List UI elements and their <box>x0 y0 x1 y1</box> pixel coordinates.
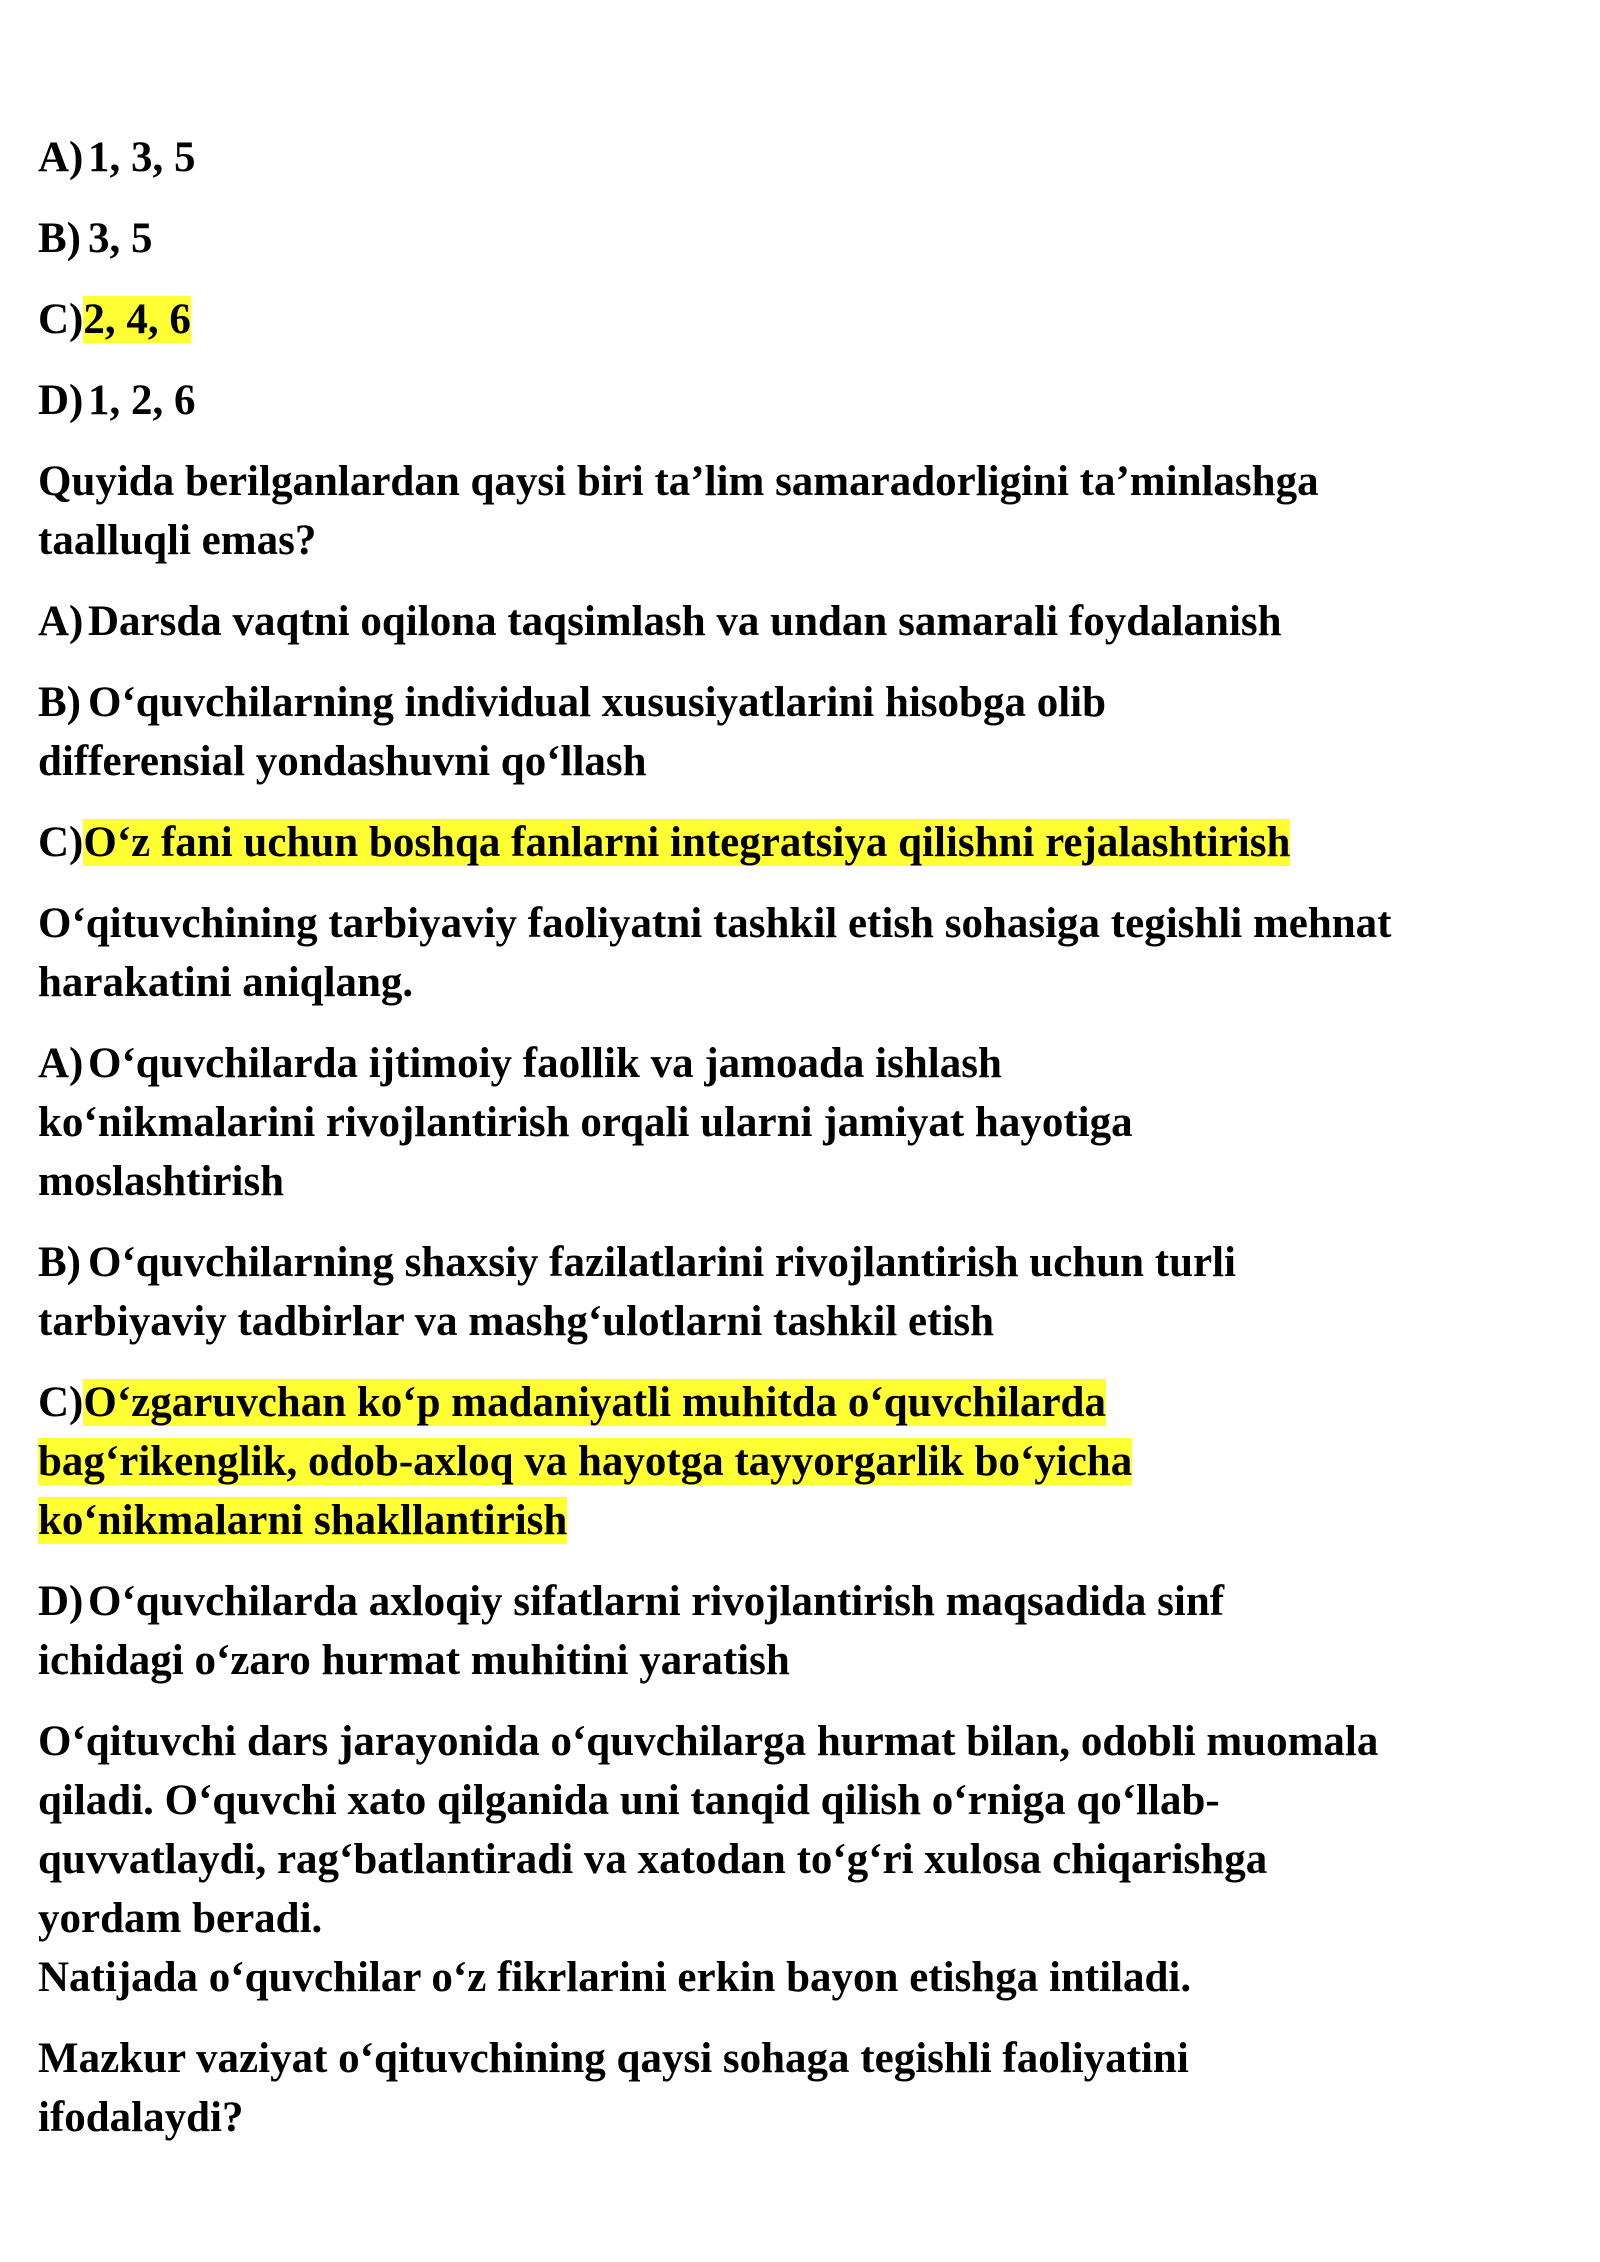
option-letter: C) <box>38 1379 84 1426</box>
option-text: 1, 3, 5 <box>88 134 196 181</box>
option-text: ichidagi o‘zaro hurmat muhitini yaratish <box>38 1637 790 1684</box>
option-text: Darsda vaqtni oqilona taqsimlash va undan samarali foydalanish <box>88 598 1282 645</box>
question-line: ifodalaydi? <box>38 2094 244 2141</box>
q1-question <box>38 452 1568 570</box>
option-letter: A) <box>38 1040 84 1087</box>
q0-option-c-block <box>38 290 1568 349</box>
option-line <box>38 592 1568 651</box>
highlighted-answer: O‘z fani uchun boshqa fanlarni integratsiya qilishni rejalashtirish <box>83 819 1291 866</box>
document-page <box>38 128 1568 2169</box>
q0-option-b <box>38 209 1568 268</box>
q0-option-d-block <box>38 371 1568 430</box>
option-line <box>38 1233 1568 1292</box>
option-text: tarbiyaviy tadbirlar va mashg‘ulotlarni tashkil etish <box>38 1298 995 1345</box>
q2-option-c <box>38 1373 1568 1550</box>
option-text: O‘quvchilarning shaxsiy fazilatlarini rivojlantirish uchun turli <box>88 1239 1237 1286</box>
question-line: Quyida berilganlardan qaysi biri ta’lim samaradorligini ta’minlashga <box>38 458 1319 505</box>
option-text: O‘quvchilarda axloqiy sifatlarni rivojlantirish maqsadida sinf <box>88 1578 1225 1625</box>
q2-option-b <box>38 1233 1568 1351</box>
q2-question <box>38 894 1568 1012</box>
q0-option-a <box>38 128 1568 187</box>
option-line <box>38 673 1568 732</box>
option-letter: B) <box>38 215 81 262</box>
q1-option-a <box>38 592 1568 651</box>
option-line <box>38 1572 1568 1631</box>
q3-scenario <box>38 1712 1568 2007</box>
scenario-line: O‘qituvchi dars jarayonida o‘quvchilarga hurmat bilan, odobli muomala <box>38 1718 1379 1765</box>
q0-option-c <box>38 290 1568 349</box>
highlighted-answer: bag‘rikenglik, odob-axloq va hayotga tayyorgarlik bo‘yicha <box>38 1438 1133 1485</box>
option-text: O‘quvchilarning individual xususiyatlarini hisobga olib <box>88 679 1107 726</box>
option-line <box>38 1373 1568 1432</box>
highlighted-answer: 2, 4, 6 <box>83 296 191 343</box>
option-text: O‘quvchilarda ijtimoiy faollik va jamoada ishlash <box>88 1040 1002 1087</box>
q0-option-d <box>38 371 1568 430</box>
option-letter: B) <box>38 679 81 726</box>
option-line <box>38 1034 1568 1093</box>
option-letter: A) <box>38 598 84 645</box>
option-letter: B) <box>38 1239 81 1286</box>
scenario-line: quvvatlaydi, rag‘batlantiradi va xatodan to‘g‘ri xulosa chiqarishga <box>38 1836 1268 1883</box>
option-line <box>38 1491 1568 1550</box>
highlighted-answer: O‘zgaruvchan ko‘p madaniyatli muhitda o‘quvchilarda <box>83 1379 1106 1426</box>
q1-option-b <box>38 673 1568 791</box>
q2-option-d <box>38 1572 1568 1690</box>
option-text: ko‘nikmalarini rivojlantirish orqali ularni jamiyat hayotiga <box>38 1099 1133 1146</box>
option-line <box>38 813 1568 872</box>
option-letter: D) <box>38 1578 84 1625</box>
q3-question <box>38 2029 1568 2147</box>
option-text: differensial yondashuvni qo‘llash <box>38 738 647 785</box>
option-letter: D) <box>38 377 84 424</box>
question-line: O‘qituvchining tarbiyaviy faoliyatni tashkil etish sohasiga tegishli mehnat <box>38 900 1392 947</box>
scenario-line: yordam beradi. <box>38 1895 323 1942</box>
scenario-line: qiladi. O‘quvchi xato qilganida uni tanqid qilish o‘rniga qo‘llab- <box>38 1777 1220 1824</box>
q0-option-b-block <box>38 209 1568 268</box>
option-letter: A) <box>38 134 84 181</box>
option-text: 1, 2, 6 <box>88 377 196 424</box>
question-line: harakatini aniqlang. <box>38 959 414 1006</box>
question-line: taalluqli emas? <box>38 517 317 564</box>
option-letter: C) <box>38 819 84 866</box>
highlighted-answer: ko‘nikmalarni shakllantirish <box>38 1497 568 1544</box>
option-text: moslashtirish <box>38 1158 285 1205</box>
option-letter: C) <box>38 296 84 343</box>
scenario-line: Natijada o‘quvchilar o‘z fikrlarini erkin bayon etishga intiladi. <box>38 1954 1192 2001</box>
q1-option-c <box>38 813 1568 872</box>
question-line: Mazkur vaziyat o‘qituvchining qaysi sohaga tegishli faoliyatini <box>38 2035 1189 2082</box>
option-text: 3, 5 <box>88 215 153 262</box>
q0-options <box>38 128 1568 187</box>
option-line <box>38 1432 1568 1491</box>
q2-option-a <box>38 1034 1568 1211</box>
